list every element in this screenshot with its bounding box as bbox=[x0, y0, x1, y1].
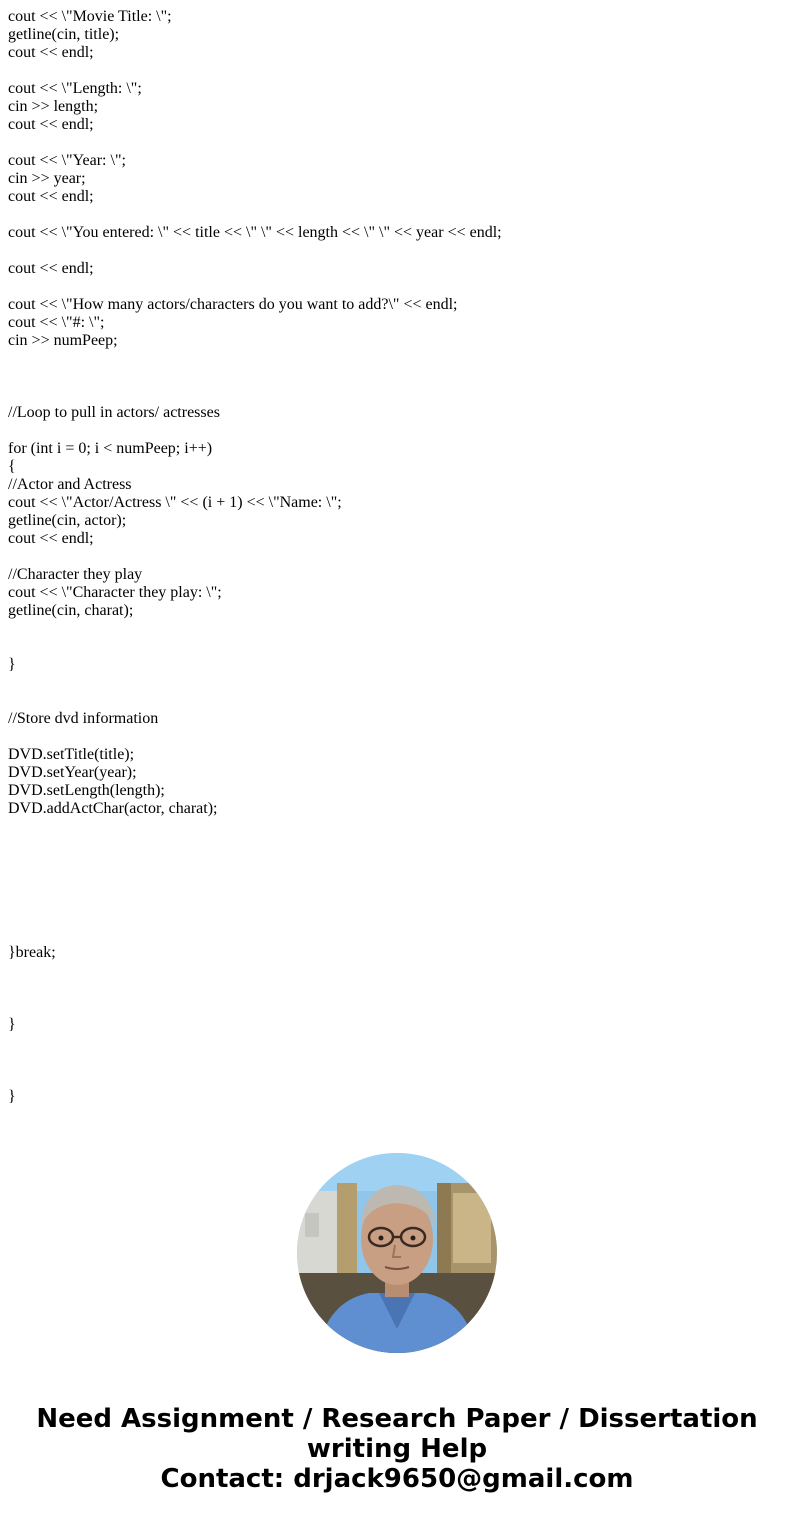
promo-line-2: writing Help bbox=[306, 1434, 488, 1464]
code-line: //Character they play bbox=[8, 566, 143, 583]
promo-banner bbox=[0, 1404, 794, 1494]
code-line: cout << \"Year: \"; bbox=[8, 152, 126, 169]
code-line: //Loop to pull in actors/ actresses bbox=[8, 404, 220, 421]
code-line: cout << \"Character they play: \"; bbox=[8, 584, 222, 601]
code-line: cin >> numPeep; bbox=[8, 332, 118, 349]
code-line: DVD.setLength(length); bbox=[8, 782, 165, 799]
code-line: cout << \"You entered: \" << title << \" \" << length << \" \" << year << endl; bbox=[8, 224, 502, 241]
code-line bbox=[8, 422, 778, 440]
code-line bbox=[8, 620, 778, 638]
code-line bbox=[8, 818, 778, 836]
code-line: DVD.setYear(year); bbox=[8, 764, 137, 781]
code-line bbox=[8, 638, 778, 656]
code-line: getline(cin, charat); bbox=[8, 602, 134, 619]
code-line: cout << endl; bbox=[8, 260, 94, 277]
code-line bbox=[8, 62, 778, 80]
code-line bbox=[8, 242, 778, 260]
code-line: } bbox=[8, 1088, 16, 1105]
code-line: getline(cin, title); bbox=[8, 26, 120, 43]
code-line bbox=[8, 368, 778, 386]
code-line bbox=[8, 692, 778, 710]
portrait-photo-icon bbox=[297, 1153, 497, 1353]
code-line: } bbox=[8, 1016, 16, 1033]
promo-contact: Contact: drjack9650@gmail.com bbox=[160, 1464, 634, 1494]
code-line bbox=[8, 548, 778, 566]
code-line bbox=[8, 998, 778, 1016]
code-line: cout << \"Length: \"; bbox=[8, 80, 142, 97]
promo-line-1: Need Assignment / Research Paper / Dissertation bbox=[36, 1404, 758, 1434]
code-line bbox=[8, 728, 778, 746]
code-line: cin >> year; bbox=[8, 170, 86, 187]
code-line: cout << \"Actor/Actress \" << (i + 1) << \"Name: \"; bbox=[8, 494, 342, 511]
code-line: }break; bbox=[8, 944, 56, 961]
code-line: cout << endl; bbox=[8, 530, 94, 547]
code-line bbox=[8, 350, 778, 368]
code-line bbox=[8, 134, 778, 152]
code-line bbox=[8, 278, 778, 296]
code-line bbox=[8, 1034, 778, 1052]
code-line: cout << endl; bbox=[8, 116, 94, 133]
code-listing bbox=[8, 8, 778, 1106]
code-line: } bbox=[8, 656, 16, 673]
code-line bbox=[8, 908, 778, 926]
code-line bbox=[8, 872, 778, 890]
code-line bbox=[8, 962, 778, 980]
code-line: for (int i = 0; i < numPeep; i++) bbox=[8, 440, 213, 457]
code-line: DVD.setTitle(title); bbox=[8, 746, 135, 763]
code-line: getline(cin, actor); bbox=[8, 512, 127, 529]
code-line: cout << \"#: \"; bbox=[8, 314, 105, 331]
code-line: cin >> length; bbox=[8, 98, 99, 115]
author-portrait bbox=[297, 1153, 497, 1353]
code-line bbox=[8, 206, 778, 224]
code-line bbox=[8, 836, 778, 854]
code-line: cout << \"How many actors/characters do you want to add?\" << endl; bbox=[8, 296, 458, 313]
code-line bbox=[8, 1070, 778, 1088]
code-line bbox=[8, 1052, 778, 1070]
code-line: DVD.addActChar(actor, charat); bbox=[8, 800, 218, 817]
code-line bbox=[8, 980, 778, 998]
code-line bbox=[8, 926, 778, 944]
code-line: cout << endl; bbox=[8, 44, 94, 61]
code-line bbox=[8, 890, 778, 908]
code-line bbox=[8, 854, 778, 872]
code-line: { bbox=[8, 458, 16, 475]
code-line bbox=[8, 386, 778, 404]
code-line: cout << \"Movie Title: \"; bbox=[8, 8, 172, 25]
code-line: cout << endl; bbox=[8, 188, 94, 205]
code-line: //Store dvd information bbox=[8, 710, 159, 727]
code-line bbox=[8, 674, 778, 692]
code-line: //Actor and Actress bbox=[8, 476, 132, 493]
